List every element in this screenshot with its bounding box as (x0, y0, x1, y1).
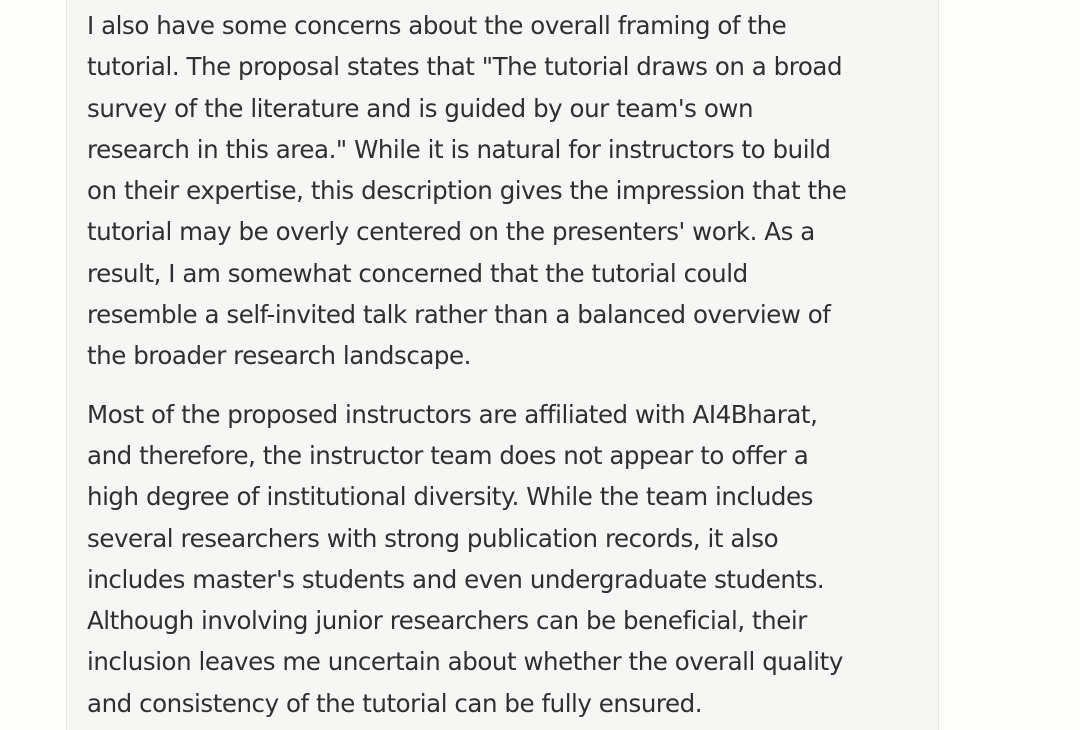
review-panel (66, 0, 939, 730)
review-paragraph-instructors: Most of the proposed instructors are affiliated with AI4Bharat, and therefore, the instructor team does not appear to offer a high degree of institutional diversity. While the team includes several researchers with strong publication records, it also includes master's students and even undergraduate students. Although involving junior researchers can be beneficial, their inclusion leaves me uncertain about whether the overall quality and consistency of the tutorial can be fully ensured. (87, 399, 843, 718)
review-paragraph-framing: I also have some concerns about the overall framing of the tutorial. The proposal states that "The tutorial draws on a broad survey of the literature and is guided by our team's own research in this area." While it is natural for instructors to build on their expertise, this description gives the impression that the tutorial may be overly centered on the presenters' work. As a result, I am somewhat concerned that the tutorial could resemble a self-invited talk rather than a balanced overview of the broader research landscape. (87, 11, 847, 371)
review-text (87, 5, 927, 724)
